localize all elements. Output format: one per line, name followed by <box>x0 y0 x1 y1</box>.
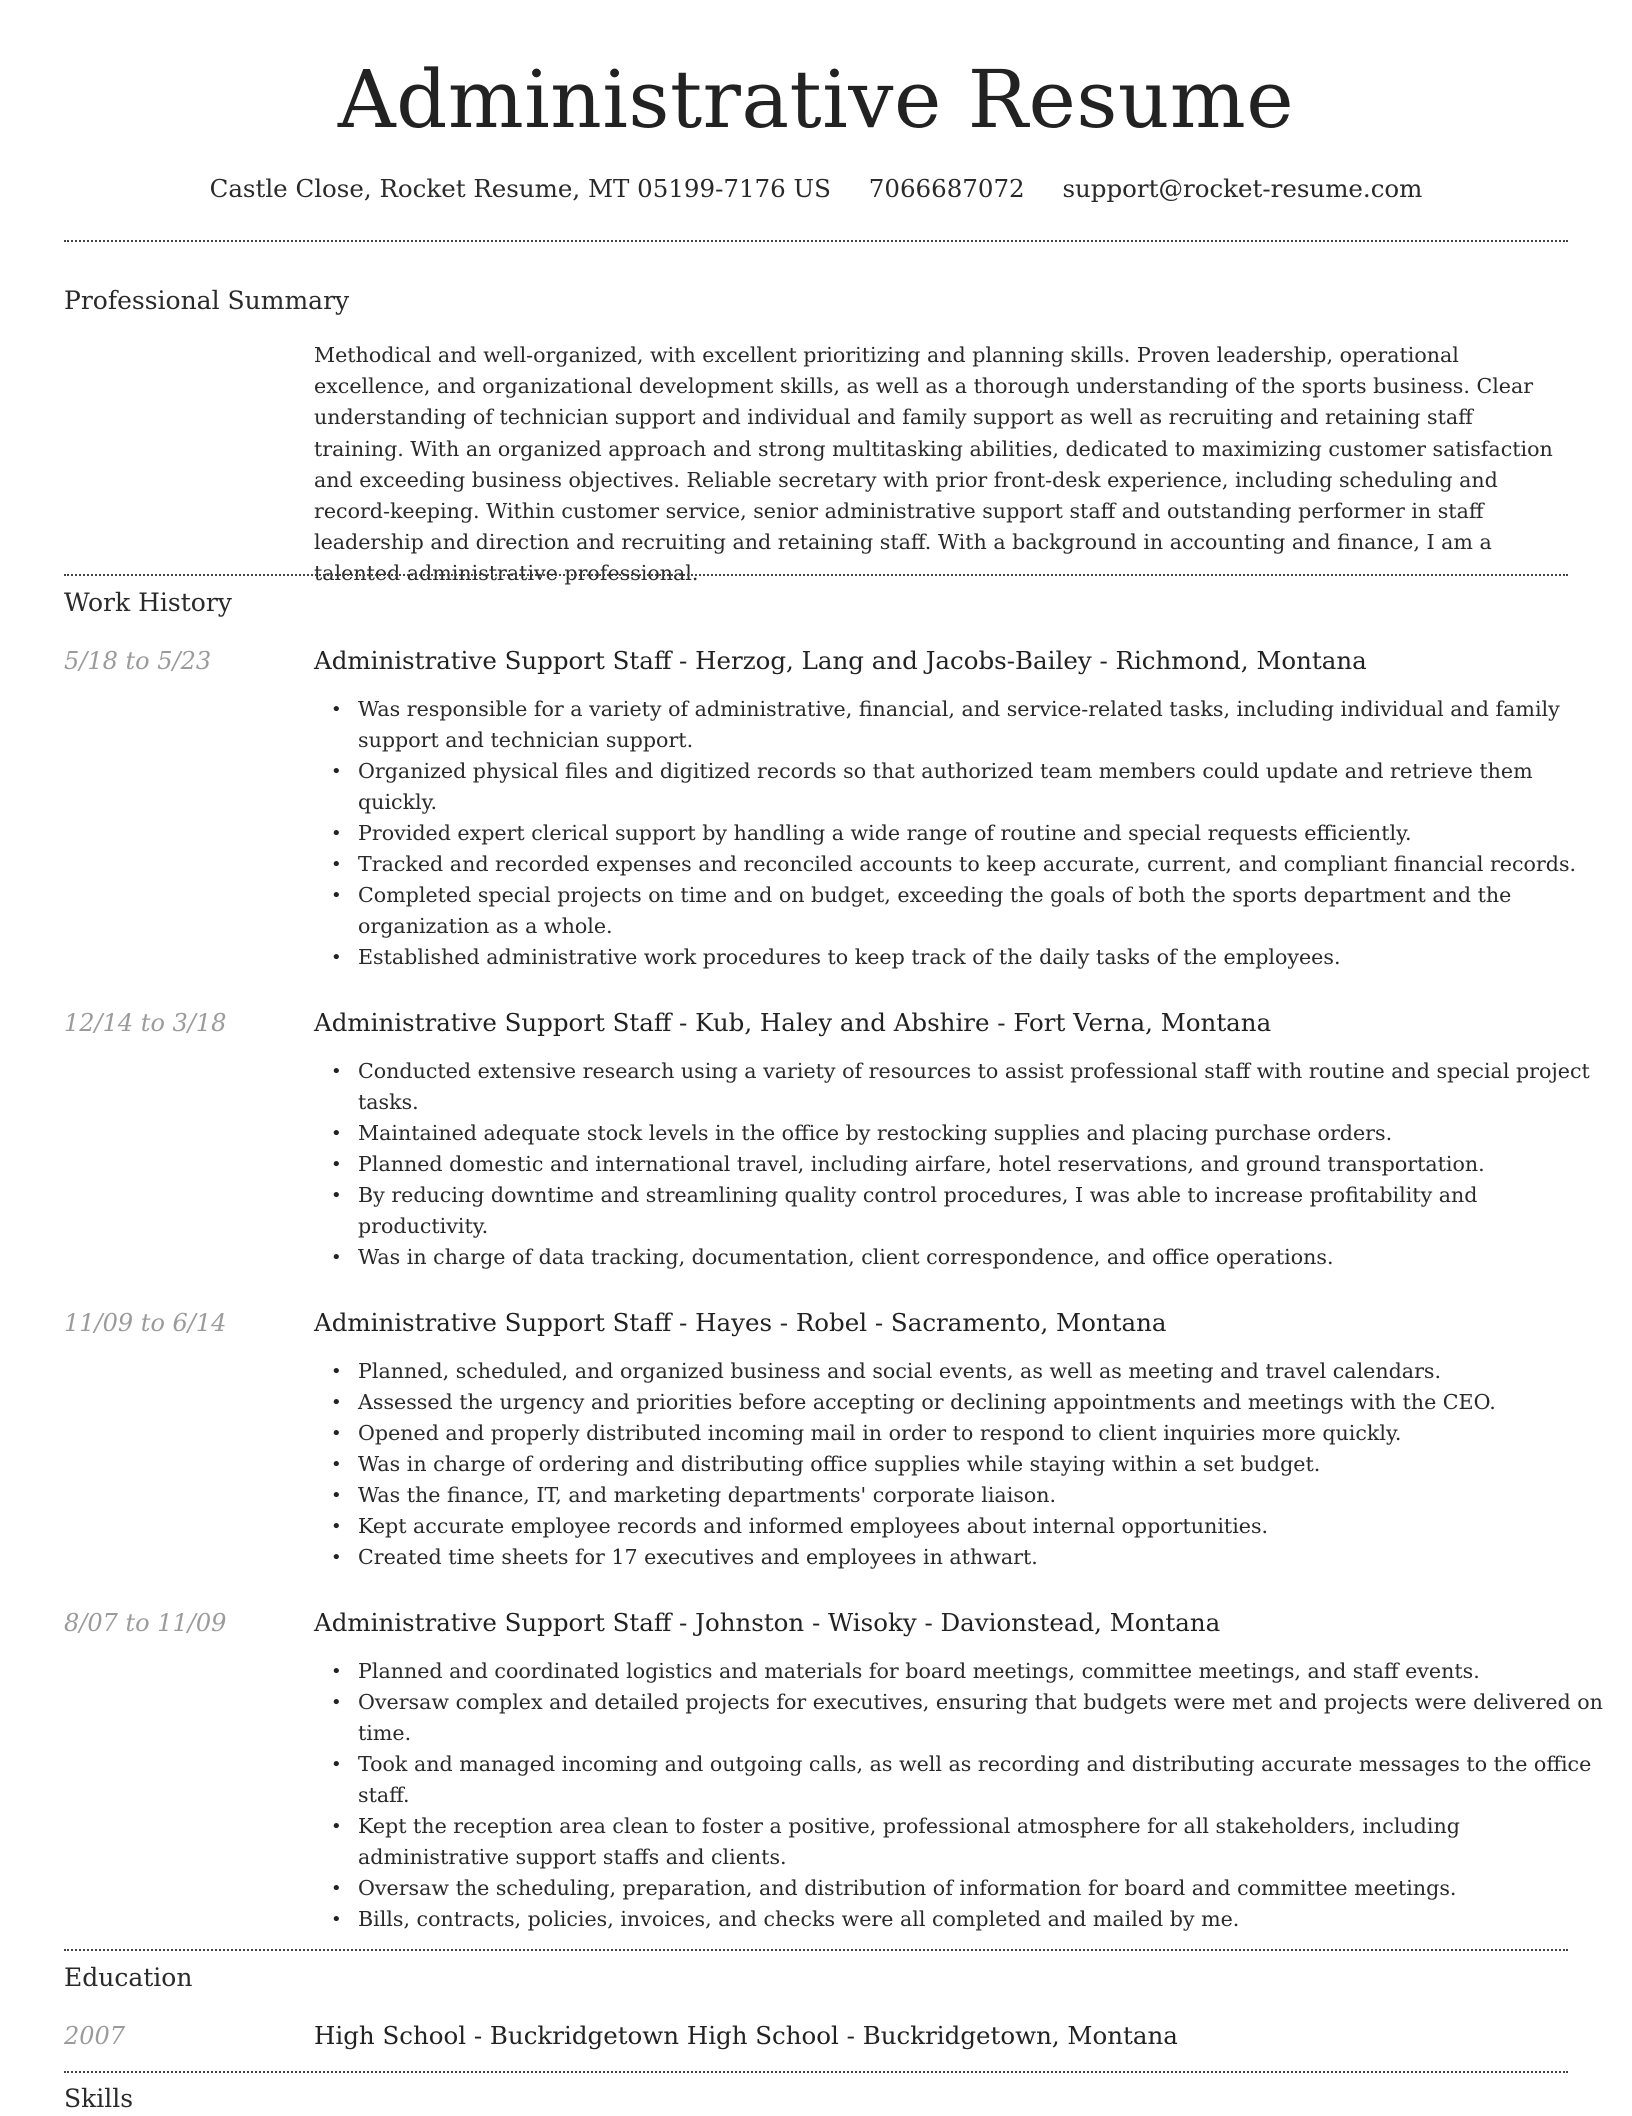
job-bullet: • Opened and properly distributed incoming mail in order to respond to client inquiries more quickly. <box>358 1418 1612 1449</box>
section-title-work-history: Work History <box>64 588 232 617</box>
job-dates: 11/09 to 6/14 <box>64 1309 227 1337</box>
contact-phone: 7066687072 <box>868 174 1025 203</box>
job-bullet: • Planned and coordinated logistics and materials for board meetings, committee meetings, and staff events. <box>358 1656 1612 1687</box>
job-bullets <box>314 1656 1612 1935</box>
job-title: Administrative Support Staff - Hayes - Robel - Sacramento, Montana <box>314 1308 1167 1337</box>
job-bullet: • Established administrative work procedures to keep track of the daily tasks of the employees. <box>358 942 1612 973</box>
education-date: 2007 <box>64 2022 126 2050</box>
divider <box>64 1949 1568 1951</box>
job-bullet: • Organized physical files and digitized records so that authorized team members could update and retrieve them quickly. <box>358 756 1612 818</box>
divider <box>64 240 1568 242</box>
job-bullet: • Was responsible for a variety of administrative, financial, and service-related tasks, including individual and family support and technician support. <box>358 694 1612 756</box>
section-title-skills: Skills <box>64 2084 134 2113</box>
job-bullet: • Oversaw complex and detailed projects for executives, ensuring that budgets were met and projects were delivered on time. <box>358 1687 1612 1749</box>
job-bullet: • Tracked and recorded expenses and reconciled accounts to keep accurate, current, and compliant financial records. <box>358 849 1612 880</box>
job-bullet: • Was the finance, IT, and marketing departments' corporate liaison. <box>358 1480 1612 1511</box>
job-dates: 8/07 to 11/09 <box>64 1609 227 1637</box>
divider <box>64 574 1568 576</box>
job-bullet: • Was in charge of data tracking, documentation, client correspondence, and office operations. <box>358 1242 1612 1273</box>
job-bullet: • Assessed the urgency and priorities before accepting or declining appointments and meetings with the CEO. <box>358 1387 1612 1418</box>
education-title: High School - Buckridgetown High School - Buckridgetown, Montana <box>314 2021 1178 2050</box>
job-bullet: • By reducing downtime and streamlining quality control procedures, I was able to increase profitability and productivity. <box>358 1180 1612 1242</box>
job-bullets <box>314 1356 1612 1573</box>
job-bullet: • Conducted extensive research using a variety of resources to assist professional staff with routine and special project tasks. <box>358 1056 1612 1118</box>
job-bullet: • Oversaw the scheduling, preparation, and distribution of information for board and committee meetings. <box>358 1873 1612 1904</box>
job-dates: 5/18 to 5/23 <box>64 647 212 675</box>
job-dates: 12/14 to 3/18 <box>64 1009 227 1037</box>
job-bullet: • Created time sheets for 17 executives and employees in athwart. <box>358 1542 1612 1573</box>
summary-text: Methodical and well-organized, with excellent prioritizing and planning skills. Proven leadership, operational excellence, and organizational development skills, as well as a thorough understanding of the sports business. Clear understanding of technician support and individual and family support as well as recruiting and retaining staff training. With an organized approach and strong multitasking abilities, dedicated to maximizing customer satisfaction and exceeding business objectives. Reliable secretary with prior front-desk experience, including scheduling and record-keeping. Within customer service, senior administrative support staff and outstanding performer in staff leadership and direction and recruiting and retaining staff. With a background in accounting and finance, I am a talented administrative professional. <box>314 343 1553 586</box>
job-title: Administrative Support Staff - Johnston - Wisoky - Davionstead, Montana <box>314 1608 1221 1637</box>
section-title-summary: Professional Summary <box>64 286 350 315</box>
job-title: Administrative Support Staff - Herzog, Lang and Jacobs-Bailey - Richmond, Montana <box>314 646 1367 675</box>
resume-title: Administrative Resume <box>337 53 1295 146</box>
job-bullet: • Took and managed incoming and outgoing calls, as well as recording and distributing accurate messages to the office staff. <box>358 1749 1612 1811</box>
job-title: Administrative Support Staff - Kub, Haley and Abshire - Fort Verna, Montana <box>314 1008 1272 1037</box>
job-bullet: • Was in charge of ordering and distributing office supplies while staying within a set budget. <box>358 1449 1612 1480</box>
contact-email: support@rocket-resume.com <box>1062 174 1423 203</box>
job-bullet: • Planned domestic and international travel, including airfare, hotel reservations, and ground transportation. <box>358 1149 1612 1180</box>
section-title-education: Education <box>64 1963 193 1992</box>
job-bullet: • Kept the reception area clean to foster a positive, professional atmosphere for all stakeholders, including administrative support staffs and clients. <box>358 1811 1612 1873</box>
job-bullet: • Planned, scheduled, and organized business and social events, as well as meeting and travel calendars. <box>358 1356 1612 1387</box>
job-bullet: • Completed special projects on time and on budget, exceeding the goals of both the sports department and the organization as a whole. <box>358 880 1612 942</box>
job-bullet: • Kept accurate employee records and informed employees about internal opportunities. <box>358 1511 1612 1542</box>
contact-line <box>64 172 1568 206</box>
job-bullets <box>314 694 1612 973</box>
contact-address: Castle Close, Rocket Resume, MT 05199-7176 US <box>209 174 831 203</box>
job-bullet: • Bills, contracts, policies, invoices, and checks were all completed and mailed by me. <box>358 1904 1612 1935</box>
job-bullets <box>314 1056 1612 1273</box>
job-bullet: • Provided expert clerical support by handling a wide range of routine and special requests efficiently. <box>358 818 1612 849</box>
divider <box>64 2071 1568 2073</box>
job-bullet: • Maintained adequate stock levels in the office by restocking supplies and placing purchase orders. <box>358 1118 1612 1149</box>
